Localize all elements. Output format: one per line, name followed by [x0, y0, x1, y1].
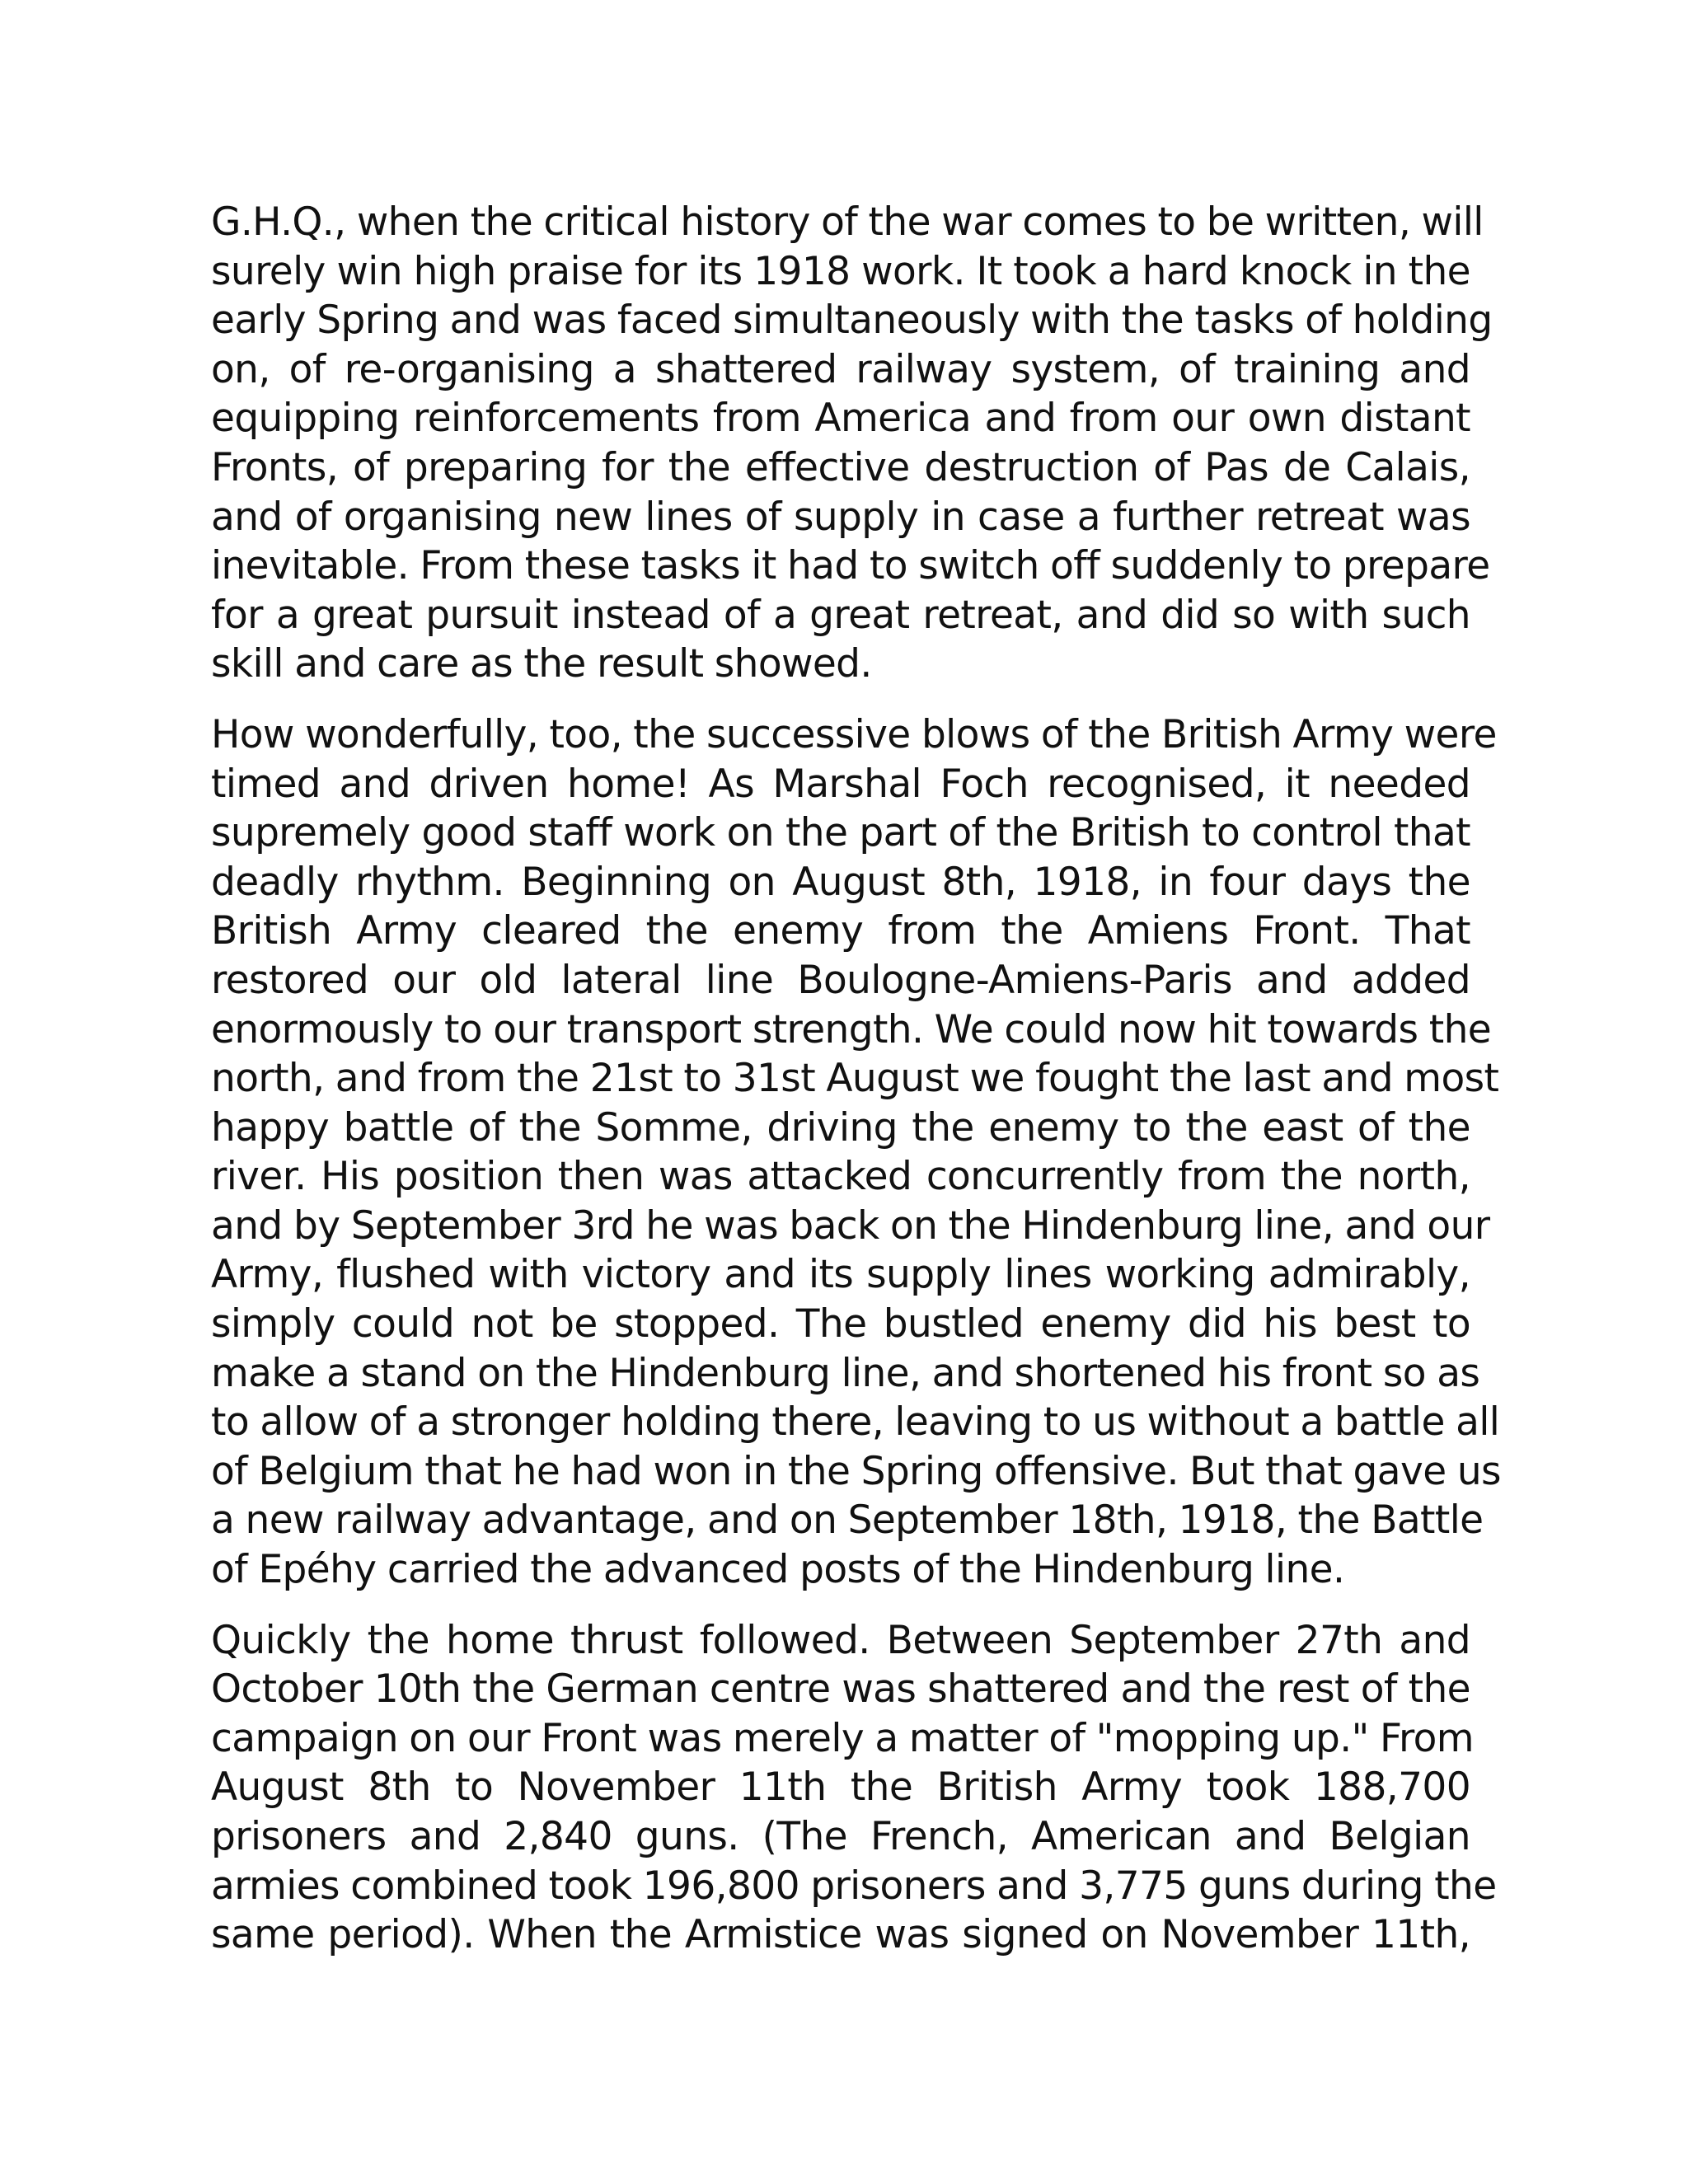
text-line: restored our old lateral line Boulogne-Amiens-Paris and added	[211, 957, 1470, 1003]
text-line: deadly rhythm. Beginning on August 8th, 1918, in four days the	[211, 859, 1470, 905]
text-line: inevitable. From these tasks it had to switch off suddenly to prepare	[211, 543, 1490, 589]
text-line: make a stand on the Hindenburg line, and shortened his front so as	[211, 1350, 1480, 1396]
text-line: equipping reinforcements from America and from our own distant	[211, 396, 1470, 442]
text-line: Fronts, of preparing for the effective destruction of Pas de Calais,	[211, 444, 1470, 490]
text-line: supremely good staff work on the part of the British to control that	[211, 810, 1470, 856]
text-line: British Army cleared the enemy from the Amiens Front. That	[211, 908, 1470, 954]
text-line: and of organising new lines of supply in case a further retreat was	[211, 494, 1470, 540]
text-line: and by September 3rd he was back on the Hindenburg line, and our	[211, 1202, 1490, 1249]
text-line: skill and care as the result showed.	[211, 641, 872, 687]
text-line: Quickly the home thrust followed. Between September 27th and	[211, 1617, 1470, 1663]
text-line: campaign on our Front was merely a matter of "mopping up." From	[211, 1715, 1474, 1761]
text-line: armies combined took 196,800 prisoners and 3,775 guns during the	[211, 1863, 1497, 1909]
text-line: G.H.Q., when the critical history of the war comes to be written, will	[211, 199, 1484, 245]
text-line: timed and driven home! As Marshal Foch recognised, it needed	[211, 761, 1470, 807]
text-line: on, of re-organising a shattered railway system, of training and	[211, 346, 1470, 392]
paragraph-2	[211, 710, 1501, 1595]
text-line: same period). When the Armistice was signed on November 11th,	[211, 1912, 1470, 1958]
text-line: a new railway advantage, and on September 18th, 1918, the Battle	[211, 1497, 1484, 1544]
text-line: of Belgium that he had won in the Spring offensive. But that gave us	[211, 1448, 1501, 1494]
text-line: August 8th to November 11th the British Army took 188,700	[211, 1765, 1470, 1811]
text-line: Army, flushed with victory and its supply lines working admirably,	[211, 1252, 1470, 1298]
paragraph-3	[211, 1616, 1497, 1960]
paragraph-1	[211, 198, 1493, 689]
text-line: prisoners and 2,840 guns. (The French, American and Belgian	[211, 1814, 1470, 1859]
text-line: of Epéhy carried the advanced posts of the Hindenburg line.	[211, 1547, 1345, 1593]
body-text	[211, 198, 1501, 1981]
text-line: October 10th the German centre was shattered and the rest of the	[211, 1666, 1470, 1713]
text-line: enormously to our transport strength. We could now hit towards the	[211, 1006, 1492, 1052]
text-line: simply could not be stopped. The bustled enemy did his best to	[211, 1301, 1470, 1347]
text-line: north, and from the 21st to 31st August we fought the last and most	[211, 1056, 1499, 1102]
text-line: to allow of a stronger holding there, leaving to us without a battle all	[211, 1399, 1500, 1446]
text-line: happy battle of the Somme, driving the enemy to the east of the	[211, 1104, 1470, 1151]
text-line: early Spring and was faced simultaneously with the tasks of holding	[211, 298, 1493, 344]
text-line: river. His position then was attacked concurrently from the north,	[211, 1154, 1470, 1200]
text-line: surely win high praise for its 1918 work. It took a hard knock in the	[211, 248, 1470, 294]
text-line: How wonderfully, too, the successive blows of the British Army were	[211, 711, 1497, 757]
text-line: for a great pursuit instead of a great retreat, and did so with such	[211, 592, 1470, 638]
